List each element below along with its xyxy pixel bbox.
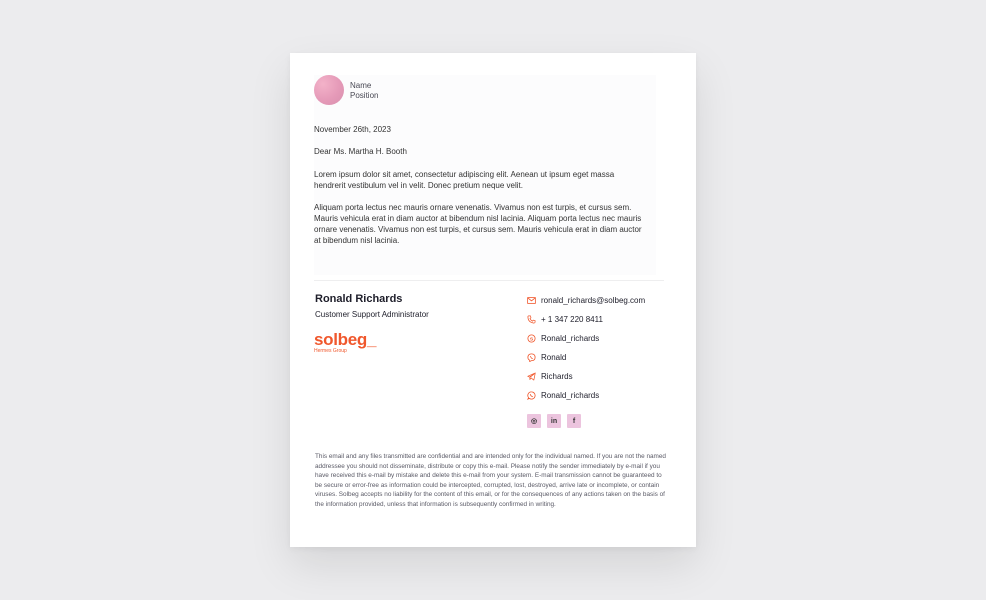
letter-preview bbox=[314, 75, 656, 275]
phone-icon bbox=[527, 315, 536, 324]
contact-skype-text: Ronald_richards bbox=[541, 334, 600, 343]
email-signature-card bbox=[290, 53, 696, 547]
contact-list bbox=[527, 291, 645, 405]
letter-paragraph: Aliquam porta lectus nec mauris ornare venenatis. Vivamus non est turpis, et cursus sem. Mauris vehicula erat in diam auctor at bibendum nisl lacinia. Aliquam porta lectus nec mauris ornare venenatis. Vivamus non est turpis, et cursus sem. Mauris vehicula erat in diam auctor at bibendum nisl lacinia. bbox=[314, 203, 642, 245]
logo-subtext: Hermes Group bbox=[314, 348, 347, 354]
viber-icon bbox=[527, 353, 536, 362]
contact-whatsapp[interactable] bbox=[527, 386, 645, 405]
company-logo[interactable] bbox=[314, 330, 376, 354]
letter-date: November 26th, 2023 bbox=[314, 125, 391, 134]
divider bbox=[314, 280, 664, 281]
contact-skype[interactable] bbox=[527, 329, 645, 348]
contact-email-text: ronald_richards@solbeg.com bbox=[541, 296, 646, 305]
contact-viber-text: Ronald bbox=[541, 353, 567, 362]
contact-whatsapp-text: Ronald_richards bbox=[541, 391, 600, 400]
legal-disclaimer: This email and any files transmitted are confidential and are intended only for the individual named. If you are not the named addressee you should not disseminate, distribute or copy this e-mail. Please notify the sender immediately by e-mail if you have received this e-mail by mistake and delete this e-mail from your system. E-mail transmission cannot be guaranteed to be secure or error-free as information could be intercepted, corrupted, lost, destroyed, arrive late or incomplete, or contain viruses. Solbeg accepts no liability for the content of this email, or for the consequences of any actions taken on the basis of the information provided, unless that information is subsequently confirmed in writing. bbox=[315, 453, 666, 508]
contact-telegram-text: Richards bbox=[541, 372, 573, 381]
sender-meta bbox=[350, 81, 378, 101]
letter-paragraph: Lorem ipsum dolor sit amet, consectetur adipiscing elit. Aenean ut ipsum eget massa hendrerit vestibulum vel in velit. Donec pretium neque velit. bbox=[314, 170, 615, 190]
instagram-icon[interactable]: ◎ bbox=[527, 414, 541, 428]
social-links bbox=[527, 414, 581, 428]
linkedin-icon[interactable]: in bbox=[547, 414, 561, 428]
mail-icon bbox=[527, 296, 536, 305]
contact-phone[interactable] bbox=[527, 310, 645, 329]
sender-name-label: Name bbox=[350, 81, 372, 90]
contact-email[interactable] bbox=[527, 291, 645, 310]
letter-greeting: Dear Ms. Martha H. Booth bbox=[314, 147, 407, 156]
skype-icon bbox=[527, 334, 536, 343]
telegram-icon bbox=[527, 372, 536, 381]
avatar bbox=[314, 75, 344, 105]
logo-wordmark: solbeg_ bbox=[314, 330, 377, 349]
contact-telegram[interactable] bbox=[527, 367, 645, 386]
svg-text:S: S bbox=[529, 337, 534, 343]
signature-name: Ronald Richards bbox=[315, 293, 403, 305]
signature-job-title: Customer Support Administrator bbox=[315, 310, 429, 319]
facebook-icon[interactable]: f bbox=[567, 414, 581, 428]
contact-phone-text: + 1 347 220 8411 bbox=[541, 315, 603, 324]
whatsapp-icon bbox=[527, 391, 536, 400]
contact-viber[interactable] bbox=[527, 348, 645, 367]
sender-position-label: Position bbox=[350, 91, 379, 100]
